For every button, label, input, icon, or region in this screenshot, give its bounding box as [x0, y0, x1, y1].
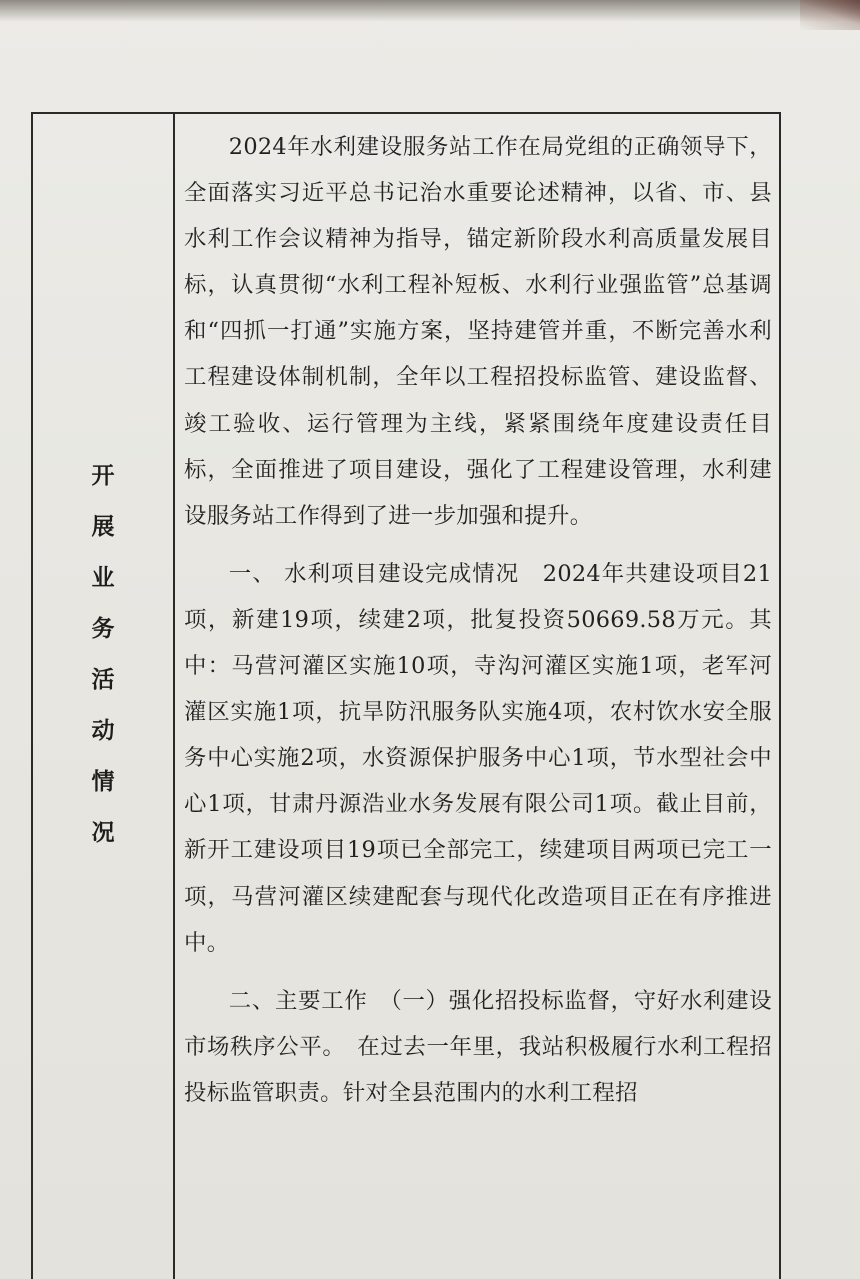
label-char: 展 [91, 513, 115, 540]
label-char: 动 [91, 717, 115, 744]
column-divider [173, 112, 175, 1279]
activity-content [184, 124, 772, 1116]
section2-paragraph [184, 978, 772, 1116]
intro-paragraph: 2024年水利建设服务站工作在局党组的正确领导下，全面落实习近平总书记治水重要论述精神，以省、市、县水利工作会议精神为指导，锚定新阶段水利高质量发展目标，认真贯彻“水利工程补短板、水利行业强监管”总基调和“四抓一打通”实施方案，坚持建管并重，不断完善水利工程建设体制机制，全年以工程招投标监管、建设监督、竣工验收、运行管理为主线，紧紧围绕年度建设责任目标，全面推进了项目建设，强化了工程建设管理，水利建设服务站工作得到了进一步加强和提升。 [184, 134, 772, 529]
section2-heading: 二、主要工作 [228, 987, 368, 1014]
section2-body: 在过去一年里，我站积极履行水利工程招投标监管职责。针对全县范围内的水利工程招 [184, 1033, 772, 1106]
label-char: 况 [91, 819, 115, 846]
label-char: 活 [91, 666, 115, 693]
section1-heading: 一、 水利项目建设完成情况 [228, 560, 520, 587]
page-corner-shadow [800, 0, 860, 30]
section1-body: 2024年共建设项目21项，新建19项，续建2项，批复投资50669.58万元。其中：马营河灌区实施10项，寺沟河灌区实施1项，老军河灌区实施1项，抗旱防汛服务队实施4项，农村饮水安全服务中心实施2项，水资源保护服务中心1项，节水型社会中心1项，甘肃丹源浩业水务发展有限公司1项。截止目前，新开工建设项目19项已全部完工，续建项目两项已完工一项，马营河灌区续建配套与现代化改造项目正在有序推进中。 [184, 560, 772, 956]
row-label-vertical [78, 450, 128, 858]
label-char: 情 [91, 768, 115, 795]
label-char: 业 [91, 564, 115, 591]
section2-subheading: （一）强化招投标监督，守好水利建设市场秩序公平。 [184, 987, 772, 1060]
page-top-shadow [0, 0, 860, 22]
label-char: 开 [91, 462, 115, 489]
section1-paragraph [184, 551, 772, 966]
label-char: 务 [91, 615, 115, 642]
